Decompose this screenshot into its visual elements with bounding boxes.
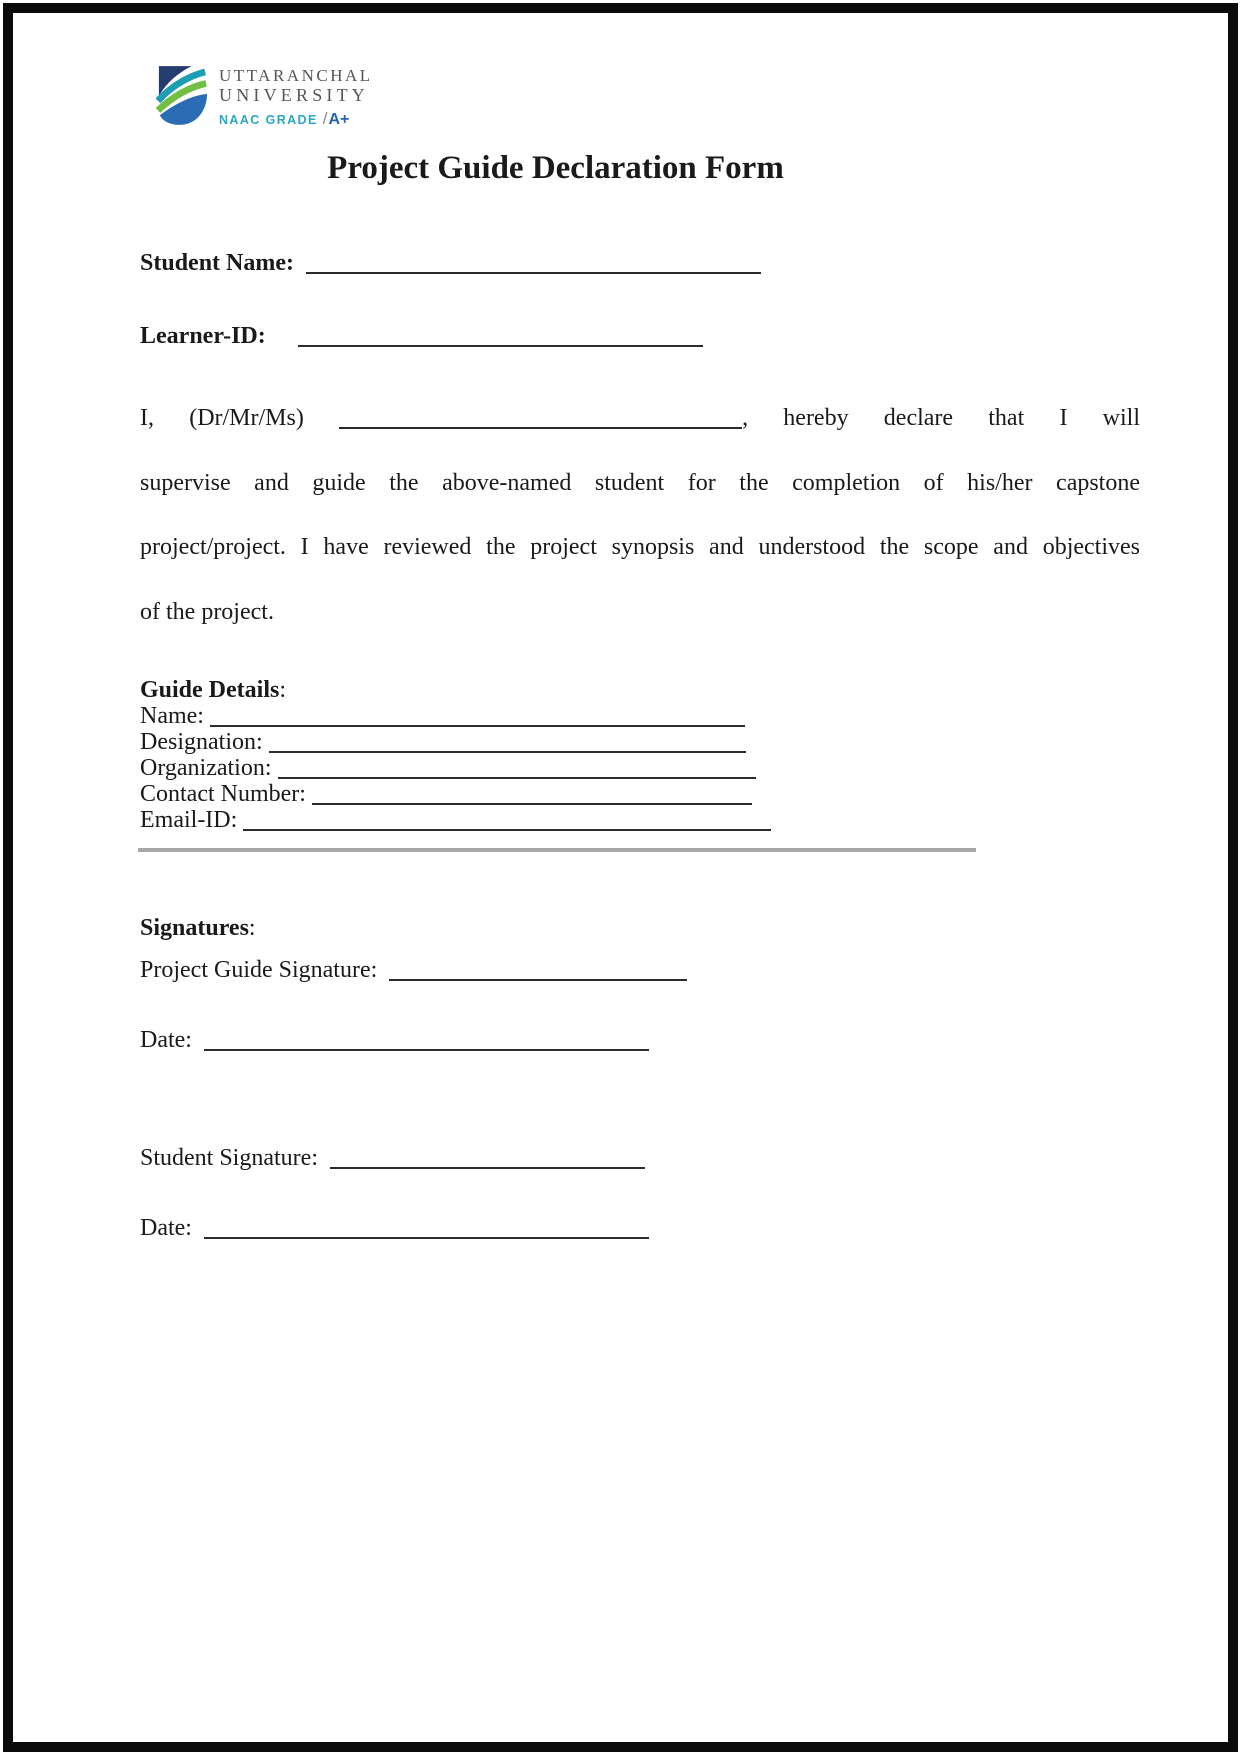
guide-details-heading-colon: : [279, 677, 287, 703]
guide-details-heading [140, 677, 771, 703]
declaration-line-4: of the project. [140, 598, 274, 625]
section-divider [138, 848, 976, 852]
project-guide-signature-label: Project Guide Signature: [140, 957, 378, 983]
project-guide-signature-blank[interactable] [389, 979, 687, 981]
guide-contact-number-blank[interactable] [312, 803, 752, 805]
learner-id-blank[interactable] [298, 345, 703, 347]
student-name-field [140, 250, 761, 277]
university-name-line1: UTTARANCHAL [219, 66, 373, 85]
student-date-blank[interactable] [204, 1237, 649, 1239]
accreditation-grade: A+ [328, 111, 350, 128]
accreditation-slash: / [322, 109, 328, 128]
declaration-line-2: supervise and guide the above-named student for the completion of his/her capstone [140, 469, 1140, 496]
university-name [219, 64, 373, 129]
guide-name-field [140, 703, 771, 729]
project-guide-signature-field [140, 957, 687, 984]
declaration-line1-pre: I, (Dr/Mr/Ms) [140, 405, 304, 431]
student-signature-field [140, 1145, 645, 1172]
university-logo-mark-icon [156, 64, 208, 126]
declaration-line1-post: , hereby declare that I will [742, 405, 1140, 431]
guide-contact-number-field [140, 781, 771, 807]
declaration-paragraph [140, 386, 1140, 644]
learner-id-label: Learner-ID: [140, 323, 266, 349]
guide-details-heading-text: Guide Details [140, 677, 280, 703]
signatures-heading [140, 915, 256, 942]
signatures-heading-text: Signatures [140, 915, 249, 941]
guide-organization-blank[interactable] [278, 777, 756, 779]
guide-designation-field [140, 729, 771, 755]
student-date-label: Date: [140, 1215, 192, 1241]
guide-name-blank[interactable] [210, 725, 745, 727]
student-name-label: Student Name: [140, 250, 294, 276]
form-title: Project Guide Declaration Form [327, 150, 784, 186]
guide-details-section [140, 677, 771, 833]
declaration-guide-name-blank[interactable] [339, 427, 742, 429]
guide-email-blank[interactable] [243, 829, 771, 831]
guide-email-label: Email-ID: [140, 807, 238, 833]
guide-name-label: Name: [140, 703, 204, 729]
signatures-heading-colon: : [248, 915, 256, 941]
learner-id-field [140, 323, 703, 350]
accreditation-badge [219, 109, 373, 129]
student-date-field [140, 1215, 649, 1242]
declaration-line-1 [140, 386, 1140, 451]
guide-designation-label: Designation: [140, 729, 263, 755]
guide-date-field [140, 1027, 649, 1054]
guide-designation-blank[interactable] [269, 751, 746, 753]
guide-date-label: Date: [140, 1027, 192, 1053]
student-signature-label: Student Signature: [140, 1145, 318, 1171]
university-name-line2: UNIVERSITY [219, 85, 369, 105]
student-signature-blank[interactable] [330, 1167, 645, 1169]
guide-contact-number-label: Contact Number: [140, 781, 306, 807]
student-name-blank[interactable] [306, 272, 761, 274]
university-logo [156, 64, 373, 129]
guide-date-blank[interactable] [204, 1049, 649, 1051]
guide-organization-label: Organization: [140, 755, 272, 781]
guide-organization-field [140, 755, 771, 781]
accreditation-text: NAAC GRADE [219, 113, 318, 127]
declaration-line-3: project/project. I have reviewed the project synopsis and understood the scope and objectives [140, 534, 1140, 560]
guide-email-field [140, 807, 771, 833]
